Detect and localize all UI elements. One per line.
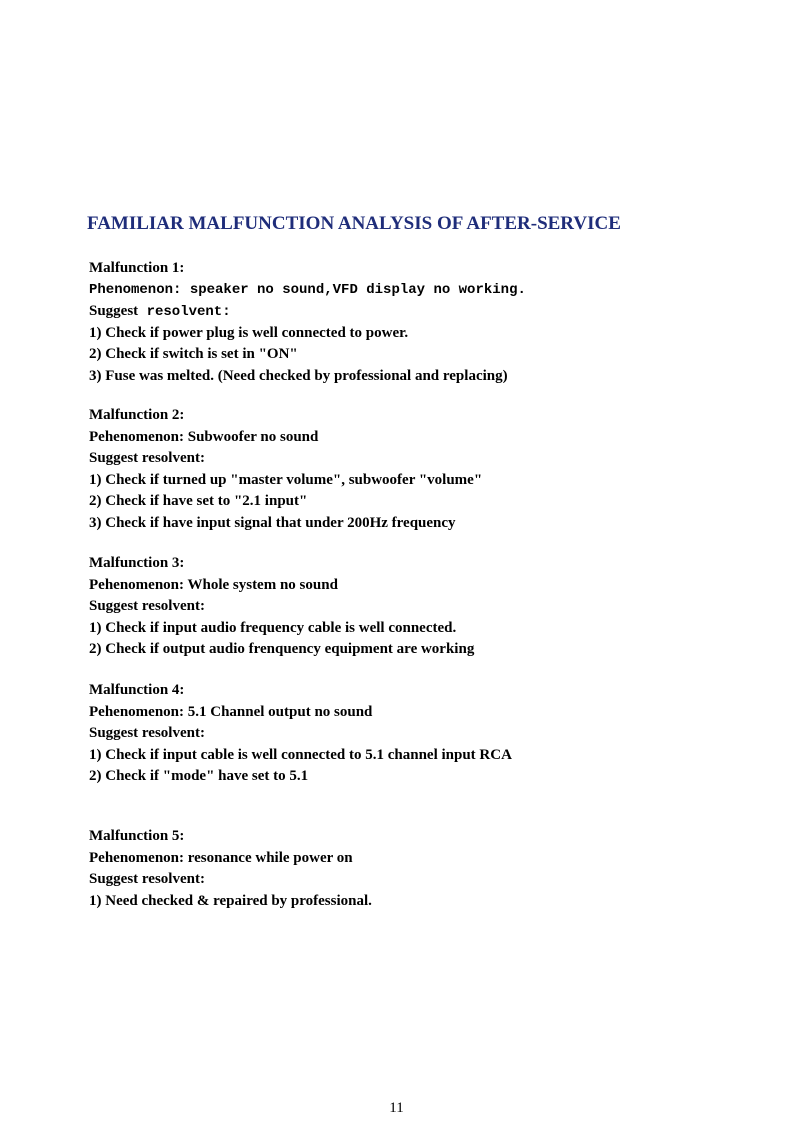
- malfunction-2-section: [89, 405, 482, 534]
- resolvent-word: resolvent:: [138, 304, 231, 320]
- suggest-word: Suggest: [89, 303, 139, 319]
- page-title: FAMILIAR MALFUNCTION ANALYSIS OF AFTER-SERVICE: [87, 213, 621, 234]
- step-item: 1) Check if power plug is well connected to power.: [89, 324, 409, 341]
- phenomenon-text: Phenomenon: speaker no sound,VFD display no working.: [89, 281, 526, 298]
- step-item: 1) Check if input cable is well connected to 5.1 channel input RCA: [89, 746, 512, 763]
- malfunction-3-section: [89, 553, 474, 661]
- step-item: 2) Check if switch is set in "ON": [89, 346, 298, 362]
- step-item: 1) Need checked & repaired by professional.: [89, 892, 372, 909]
- step-item: 2) Check if output audio frenquency equipment are working: [89, 641, 475, 657]
- step-item: 2) Check if "mode" have set to 5.1: [89, 768, 309, 784]
- malfunction-heading: Malfunction 4:: [89, 682, 185, 698]
- step-item: 3) Fuse was melted. (Need checked by professional and replacing): [89, 367, 508, 384]
- phenomenon-text: Pehenomenon: resonance while power on: [89, 849, 353, 866]
- malfunction-heading: Malfunction 5:: [89, 828, 185, 844]
- step-item: 2) Check if have set to "2.1 input": [89, 493, 308, 509]
- phenomenon-text: Pehenomenon: Subwoofer no sound: [89, 428, 319, 445]
- malfunction-heading: Malfunction 2:: [89, 407, 185, 423]
- malfunction-heading: Malfunction 3:: [89, 555, 185, 571]
- suggest-label: Suggest resolvent:: [89, 598, 205, 614]
- suggest-label: Suggest resolvent:: [89, 725, 205, 741]
- step-item: 3) Check if have input signal that under 200Hz frequency: [89, 514, 456, 531]
- page-number: 11: [389, 1100, 404, 1116]
- phenomenon-text: Pehenomenon: Whole system no sound: [89, 576, 338, 593]
- step-item: 1) Check if input audio frequency cable is well connected.: [89, 619, 457, 636]
- malfunction-1-section: [89, 258, 526, 387]
- suggest-label: Suggest resolvent:: [89, 450, 205, 466]
- malfunction-5-section: [89, 826, 372, 912]
- malfunction-heading: Malfunction 1:: [89, 260, 185, 276]
- step-item: 1) Check if turned up "master volume", subwoofer "volume": [89, 471, 483, 488]
- phenomenon-text: Pehenomenon: 5.1 Channel output no sound: [89, 703, 373, 720]
- suggest-label: Suggest resolvent:: [89, 871, 205, 887]
- suggest-label: [89, 301, 526, 323]
- malfunction-4-section: [89, 680, 512, 788]
